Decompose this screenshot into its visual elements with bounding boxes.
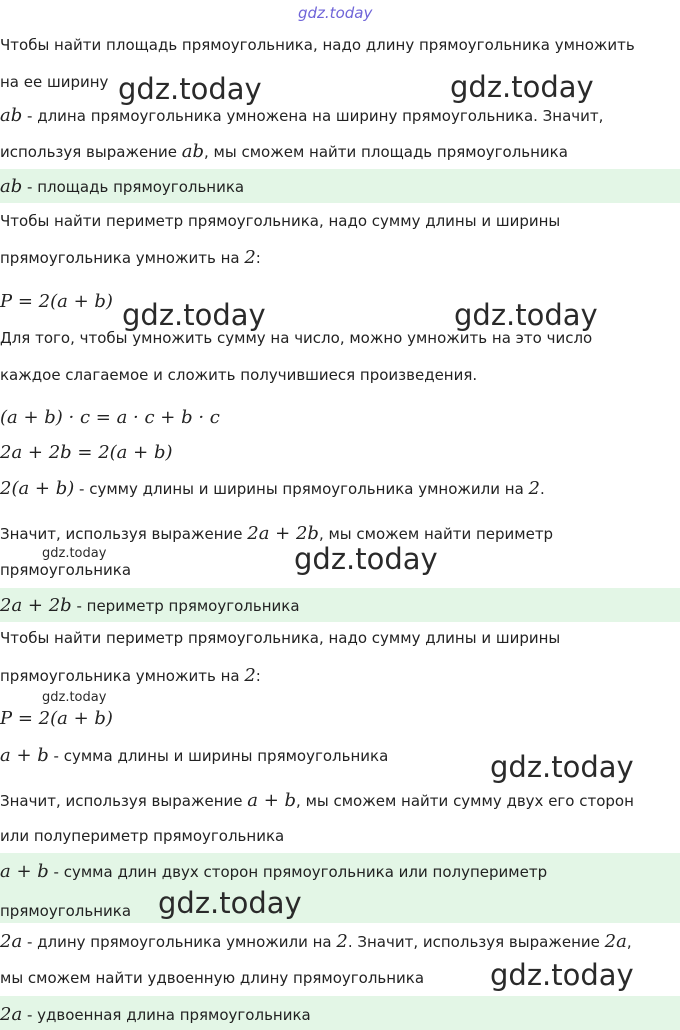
s3-highlight-text	[0, 861, 680, 882]
s1-highlight-text	[0, 176, 680, 197]
s4-t1n: 2	[336, 931, 348, 952]
formula-2a2b: 2a + 2b = 2(a + b)	[0, 442, 173, 463]
formula-2ab: 2(a + b)	[0, 478, 75, 499]
s1-t2: используя выражение	[0, 143, 182, 161]
s2-h-text: - периметр прямоугольника	[71, 597, 300, 615]
s2-t5: Значит, используя выражение	[0, 525, 248, 543]
s3-highlight-text-2	[0, 904, 680, 919]
formula-a-plus-b-2: a + b	[247, 790, 297, 811]
s3-t3: или полупериметр прямоугольника	[0, 827, 285, 845]
s4-highlight-text	[0, 1004, 680, 1025]
formula-ab-result: ab	[0, 176, 23, 197]
s3-t2e: , мы сможем найти сумму двух его сторон	[296, 792, 634, 810]
s4-t1e: ,	[626, 933, 632, 951]
s3-line4	[0, 790, 680, 811]
s2-t6: прямоугольника	[0, 561, 132, 579]
formula-2a2b-inline: 2a + 2b	[247, 523, 319, 544]
s3-p2: прямоугольника умножить на	[0, 667, 245, 685]
s2-line2	[0, 247, 680, 268]
formula-perimeter: P = 2(a + b)	[0, 291, 113, 312]
watermark: gdz.today	[490, 750, 634, 784]
formula-distributive: (a + b) · c = a · c + b · c	[0, 407, 220, 428]
s1-p2: на ее ширину	[0, 73, 109, 91]
s2-t5e: , мы сможем найти периметр	[318, 525, 554, 543]
s1-t1: - длина прямоугольника умножена на ширину прямоугольника. Значит,	[22, 107, 604, 125]
watermark: gdz.today	[450, 70, 594, 104]
s2-line6	[0, 523, 680, 544]
watermark: gdz.today	[294, 542, 438, 576]
s3-line2	[0, 665, 680, 686]
s4-t1m: . Значит, используя выражение	[347, 933, 605, 951]
s2-eq2	[0, 407, 680, 428]
formula-ab-2: ab	[181, 141, 205, 162]
s1-p1: Чтобы найти площадь прямоугольника, надо длину прямоугольника умножить	[0, 36, 635, 54]
s1-line3	[0, 105, 680, 126]
s3-p2n: 2	[244, 665, 256, 686]
formula-a-plus-b: a + b	[0, 745, 49, 766]
s3-h-text: - сумма длин двух сторон прямоугольника или полупериметр	[48, 863, 548, 881]
s4-line1	[0, 931, 680, 952]
watermark: gdz.today	[490, 958, 634, 992]
s2-line4	[0, 368, 680, 383]
s4-t1: - длину прямоугольника умножили на	[22, 933, 337, 951]
formula-2a2b-result: 2a + 2b	[0, 595, 72, 616]
s2-highlight-text	[0, 595, 680, 616]
formula-2a-2: 2a	[604, 931, 627, 952]
formula-2a-result: 2a	[0, 1004, 23, 1025]
s1-line1	[0, 38, 680, 53]
s3-p2e: :	[255, 667, 261, 685]
s2-t4n: 2	[528, 478, 540, 499]
s2-line3	[0, 331, 680, 346]
s2-p2n: 2	[244, 247, 256, 268]
s2-p2e: :	[255, 249, 261, 267]
watermark: gdz.today	[122, 298, 266, 332]
watermark: gdz.today	[454, 298, 598, 332]
s2-p3: Для того, чтобы умножить сумму на число, можно умножить на это число	[0, 329, 593, 347]
s1-h-text: - площадь прямоугольника	[22, 178, 245, 196]
s3-line5	[0, 829, 680, 844]
formula-a-plus-b-result: a + b	[0, 861, 49, 882]
formula-ab: ab	[0, 105, 23, 126]
s2-p4: каждое слагаемое и сложить получившиеся произведения.	[0, 366, 478, 384]
s3-line1	[0, 631, 680, 646]
s2-t4: - сумму длины и ширины прямоугольника умножили на	[74, 480, 529, 498]
s2-t4e: .	[539, 480, 545, 498]
s2-p2: прямоугольника умножить на	[0, 249, 245, 267]
s2-eq3	[0, 442, 680, 463]
s3-t1: - сумма длины и ширины прямоугольника	[48, 747, 389, 765]
s4-t2: мы сможем найти удвоенную длину прямоугольника	[0, 969, 425, 987]
watermark-small: gdz.today	[42, 690, 107, 705]
s1-line4	[0, 141, 680, 162]
formula-2a: 2a	[0, 931, 23, 952]
s2-line1	[0, 214, 680, 229]
s3-t2: Значит, используя выражение	[0, 792, 248, 810]
watermark: gdz.today	[118, 72, 262, 106]
s3-eq1	[0, 708, 680, 729]
formula-perimeter-2: P = 2(a + b)	[0, 708, 113, 729]
s2-p1: Чтобы найти периметр прямоугольника, надо сумму длины и ширины	[0, 212, 561, 230]
s1-t3: , мы сможем найти площадь прямоугольника	[204, 143, 568, 161]
s3-p1: Чтобы найти периметр прямоугольника, надо сумму длины и ширины	[0, 629, 561, 647]
s4-h-text: - удвоенная длина прямоугольника	[22, 1006, 311, 1024]
watermark-small: gdz.today	[42, 546, 107, 561]
s3-h-text2: прямоугольника	[0, 902, 132, 920]
watermark: gdz.today	[158, 886, 302, 920]
s2-line5	[0, 478, 680, 499]
watermark-top: gdz.today	[298, 4, 373, 22]
